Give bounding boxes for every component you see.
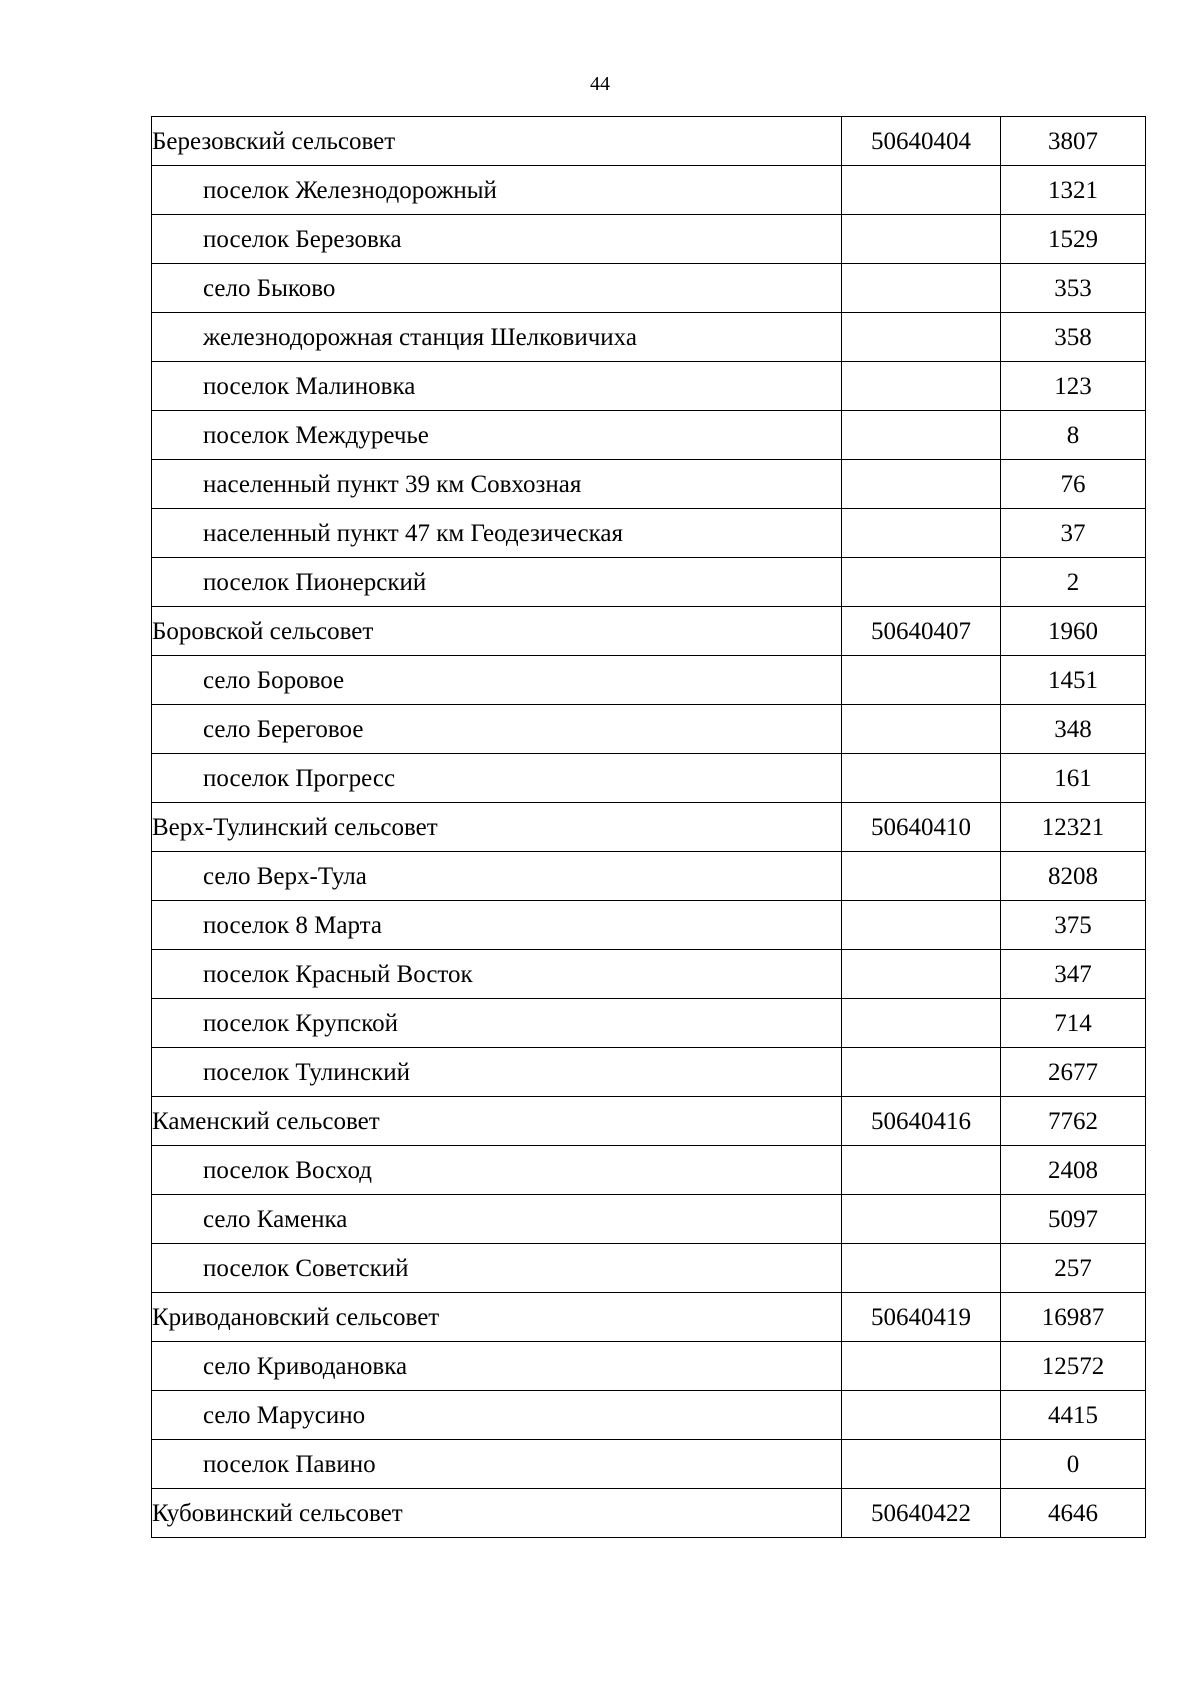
- population-cell: 8: [1001, 411, 1146, 460]
- population-cell: 12321: [1001, 803, 1146, 852]
- code-cell: [842, 558, 1001, 607]
- settlement-row: [152, 1048, 1146, 1097]
- name-cell: село Боровое: [152, 656, 842, 705]
- code-cell: [842, 411, 1001, 460]
- settlement-row: [152, 264, 1146, 313]
- code-cell: [842, 1342, 1001, 1391]
- name-cell: поселок Восход: [152, 1146, 842, 1195]
- code-cell: [842, 1440, 1001, 1489]
- code-cell: 50640419: [842, 1293, 1001, 1342]
- settlement-row: [152, 656, 1146, 705]
- settlement-row: [152, 460, 1146, 509]
- page-number: 44: [590, 73, 610, 95]
- settlement-row: [152, 313, 1146, 362]
- name-cell: поселок Павино: [152, 1440, 842, 1489]
- name-cell: поселок Советский: [152, 1244, 842, 1293]
- name-cell: село Каменка: [152, 1195, 842, 1244]
- code-cell: [842, 754, 1001, 803]
- population-cell: 2: [1001, 558, 1146, 607]
- population-cell: 347: [1001, 950, 1146, 999]
- settlement-row: [152, 411, 1146, 460]
- settlement-row: [152, 1440, 1146, 1489]
- name-cell: поселок Междуречье: [152, 411, 842, 460]
- name-cell: поселок Красный Восток: [152, 950, 842, 999]
- name-cell: село Криводановка: [152, 1342, 842, 1391]
- name-cell: Криводановский сельсовет: [152, 1293, 842, 1342]
- council-row: [152, 1097, 1146, 1146]
- population-table: [151, 116, 1146, 1538]
- code-cell: [842, 1146, 1001, 1195]
- settlement-row: [152, 950, 1146, 999]
- code-cell: [842, 460, 1001, 509]
- settlement-row: [152, 1391, 1146, 1440]
- population-cell: 348: [1001, 705, 1146, 754]
- name-cell: железнодорожная станция Шелковичиха: [152, 313, 842, 362]
- name-cell: поселок Березовка: [152, 215, 842, 264]
- population-cell: 1529: [1001, 215, 1146, 264]
- council-row: [152, 803, 1146, 852]
- population-cell: 123: [1001, 362, 1146, 411]
- settlement-row: [152, 1342, 1146, 1391]
- code-cell: [842, 215, 1001, 264]
- population-cell: 0: [1001, 1440, 1146, 1489]
- name-cell: село Марусино: [152, 1391, 842, 1440]
- population-cell: 76: [1001, 460, 1146, 509]
- settlement-row: [152, 999, 1146, 1048]
- population-cell: 375: [1001, 901, 1146, 950]
- name-cell: Кубовинский сельсовет: [152, 1489, 842, 1538]
- council-row: [152, 1489, 1146, 1538]
- settlement-row: [152, 705, 1146, 754]
- population-cell: 358: [1001, 313, 1146, 362]
- population-cell: 4415: [1001, 1391, 1146, 1440]
- name-cell: населенный пункт 47 км Геодезическая: [152, 509, 842, 558]
- name-cell: поселок Железнодорожный: [152, 166, 842, 215]
- population-cell: 5097: [1001, 1195, 1146, 1244]
- code-cell: [842, 1048, 1001, 1097]
- settlement-row: [152, 1244, 1146, 1293]
- code-cell: 50640404: [842, 117, 1001, 166]
- settlement-row: [152, 362, 1146, 411]
- settlement-row: [152, 754, 1146, 803]
- settlement-row: [152, 166, 1146, 215]
- code-cell: [842, 362, 1001, 411]
- code-cell: 50640410: [842, 803, 1001, 852]
- code-cell: [842, 1244, 1001, 1293]
- code-cell: [842, 264, 1001, 313]
- name-cell: Березовский сельсовет: [152, 117, 842, 166]
- name-cell: поселок Крупской: [152, 999, 842, 1048]
- population-cell: 2408: [1001, 1146, 1146, 1195]
- code-cell: [842, 901, 1001, 950]
- name-cell: Каменский сельсовет: [152, 1097, 842, 1146]
- code-cell: [842, 950, 1001, 999]
- population-cell: 37: [1001, 509, 1146, 558]
- population-cell: 161: [1001, 754, 1146, 803]
- council-row: [152, 607, 1146, 656]
- code-cell: [842, 1195, 1001, 1244]
- code-cell: [842, 313, 1001, 362]
- settlement-row: [152, 1146, 1146, 1195]
- code-cell: [842, 705, 1001, 754]
- population-cell: 353: [1001, 264, 1146, 313]
- code-cell: [842, 166, 1001, 215]
- population-cell: 1960: [1001, 607, 1146, 656]
- settlement-row: [152, 509, 1146, 558]
- settlement-row: [152, 852, 1146, 901]
- name-cell: село Береговое: [152, 705, 842, 754]
- settlement-row: [152, 215, 1146, 264]
- name-cell: село Быково: [152, 264, 842, 313]
- population-cell: 3807: [1001, 117, 1146, 166]
- name-cell: Боровской сельсовет: [152, 607, 842, 656]
- population-cell: 4646: [1001, 1489, 1146, 1538]
- name-cell: поселок Пионерский: [152, 558, 842, 607]
- name-cell: населенный пункт 39 км Совхозная: [152, 460, 842, 509]
- population-cell: 714: [1001, 999, 1146, 1048]
- settlement-row: [152, 901, 1146, 950]
- population-cell: 1321: [1001, 166, 1146, 215]
- name-cell: поселок Малиновка: [152, 362, 842, 411]
- code-cell: [842, 1391, 1001, 1440]
- code-cell: [842, 999, 1001, 1048]
- code-cell: [842, 852, 1001, 901]
- name-cell: село Верх-Тула: [152, 852, 842, 901]
- population-cell: 8208: [1001, 852, 1146, 901]
- settlement-row: [152, 1195, 1146, 1244]
- population-cell: 257: [1001, 1244, 1146, 1293]
- code-cell: [842, 656, 1001, 705]
- population-cell: 7762: [1001, 1097, 1146, 1146]
- name-cell: поселок Прогресс: [152, 754, 842, 803]
- name-cell: поселок 8 Марта: [152, 901, 842, 950]
- settlement-row: [152, 558, 1146, 607]
- population-cell: 12572: [1001, 1342, 1146, 1391]
- table-body: [152, 117, 1146, 1538]
- population-cell: 1451: [1001, 656, 1146, 705]
- code-cell: [842, 509, 1001, 558]
- population-cell: 16987: [1001, 1293, 1146, 1342]
- code-cell: 50640422: [842, 1489, 1001, 1538]
- code-cell: 50640407: [842, 607, 1001, 656]
- population-cell: 2677: [1001, 1048, 1146, 1097]
- council-row: [152, 1293, 1146, 1342]
- code-cell: 50640416: [842, 1097, 1001, 1146]
- name-cell: Верх-Тулинский сельсовет: [152, 803, 842, 852]
- council-row: [152, 117, 1146, 166]
- name-cell: поселок Тулинский: [152, 1048, 842, 1097]
